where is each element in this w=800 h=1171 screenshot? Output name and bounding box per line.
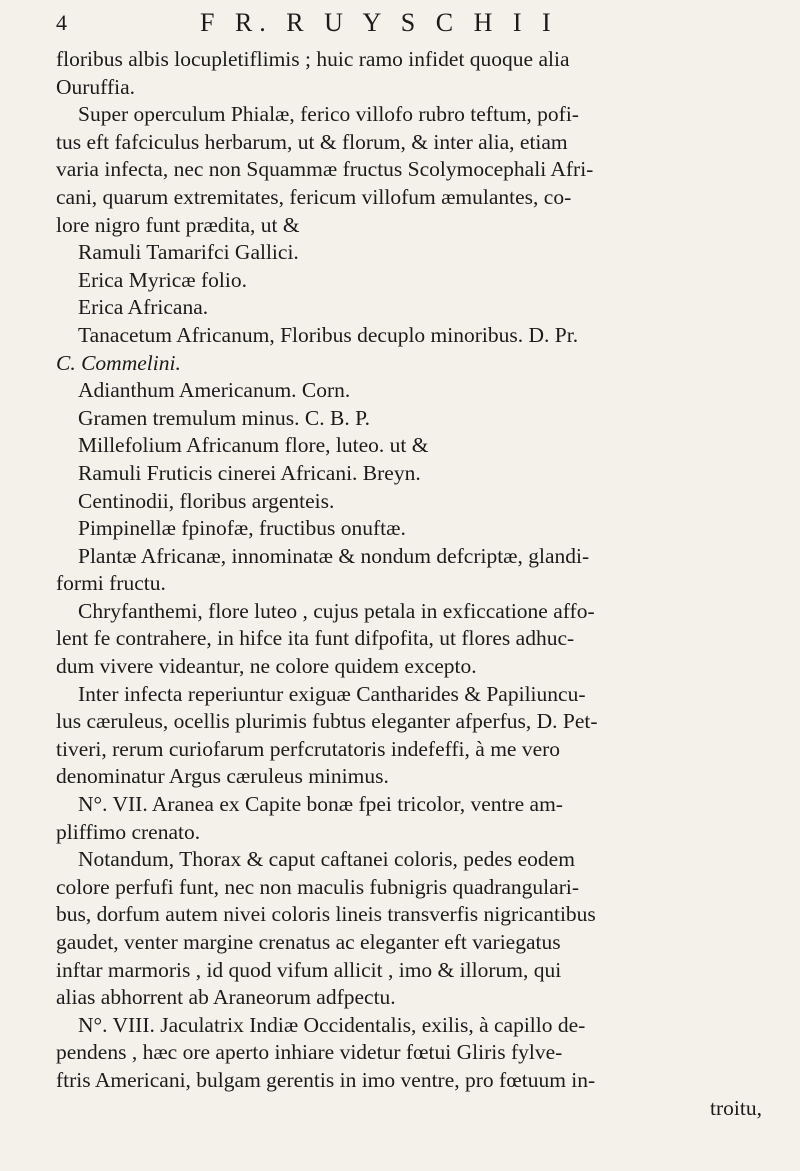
page-number: 4 [56,10,67,35]
text-line: floribus albis locupletiflimis ; huic ramo infidet quoque alia [56,47,570,71]
text-line: Ramuli Fruticis cinerei Africani. Breyn. [78,460,421,485]
text-line: Erica Myricæ folio. [78,267,247,292]
running-title: F R. R U Y S C H I I [200,8,558,37]
text-line: Gramen tremulum minus. C. B. P. [78,405,371,430]
text-line: Erica Africana. [78,295,209,320]
text-line: Millefolium Africanum flore, luteo. ut & [78,433,429,458]
text-line: Notandum, Thorax & caput caftanei coloris, pedes eodem [78,847,575,872]
text-line: Ramuli Tamarifci Gallici. [78,240,299,265]
page-header [0,8,800,42]
text-line: Ouruffia. [56,74,136,99]
text-line: lore nigro funt prædita, ut & [56,212,300,237]
text-line: tus eft fafciculus herbarum, ut & florum, & inter alia, etiam [56,129,568,154]
text-line: gaudet, venter margine crenatus ac eleganter eft variegatus [56,930,561,954]
text-line: C. Commelini. [56,350,181,375]
text-line: pliffimo crenato. [56,819,201,844]
text-line: Chryfanthemi, flore luteo , cujus petala in exficcatione affo- [78,598,595,623]
text-line: inftar marmoris , id quod vifum allicit , imo & illorum, qui [56,957,562,982]
text-line: N°. VIII. Jaculatrix Indiæ Occidentalis, exilis, à capillo de- [78,1012,586,1037]
text-line: Pimpinellæ fpinofæ, fructibus onuftæ. [78,516,406,541]
text-line: troitu, [710,1095,762,1120]
body-text [56,46,776,1122]
text-line: tiveri, rerum curiofarum perfcrutatoris indefeffi, à me vero [56,736,561,761]
text-line: Inter infecta reperiuntur exiguæ Cantharides & Papiliuncu- [78,681,586,706]
text-line: ftris Americani, bulgam gerentis in imo ventre, pro fœtuum in- [56,1067,596,1092]
text-line: bus, dorfum autem nivei coloris lineis transverfis nigricantibus [56,902,596,927]
text-line: N°. VII. Aranea ex Capite bonæ fpei tricolor, ventre am- [78,792,563,817]
text-line: alias abhorrent ab Araneorum adfpectu. [56,985,396,1010]
text-line: cani, quarum extremitates, fericum villofum æmulantes, co- [56,184,572,209]
text-line: lent fe contrahere, in hifce ita funt difpofita, ut flores adhuc- [56,626,575,651]
text-line: Adianthum Americanum. Corn. [78,378,351,403]
text-line: varia infecta, nec non Squammæ fructus Scolymocephali Afri- [56,157,594,182]
text-line: Centinodii, floribus argenteis. [78,488,335,513]
text-line: Tanacetum Africanum, Floribus decuplo minoribus. D. Pr. [78,322,579,347]
text-line: colore perfufi funt, nec non maculis fubnigris quadrangulari- [56,874,579,899]
text-line: Super operculum Phialæ, ferico villofo rubro teftum, pofi- [78,102,579,127]
text-line: denominatur Argus cæruleus minimus. [56,764,389,789]
text-line: pendens , hæc ore aperto inhiare videtur fœtui Gliris fylve- [56,1040,563,1065]
text-line: lus cæruleus, ocellis plurimis fubtus eleganter afperfus, D. Pet- [56,709,598,734]
text-line: dum vivere videantur, ne colore quidem excepto. [56,654,477,679]
text-line: formi fructu. [56,571,166,596]
text-line: Plantæ Africanæ, innominatæ & nondum defcriptæ, glandi- [78,543,590,568]
